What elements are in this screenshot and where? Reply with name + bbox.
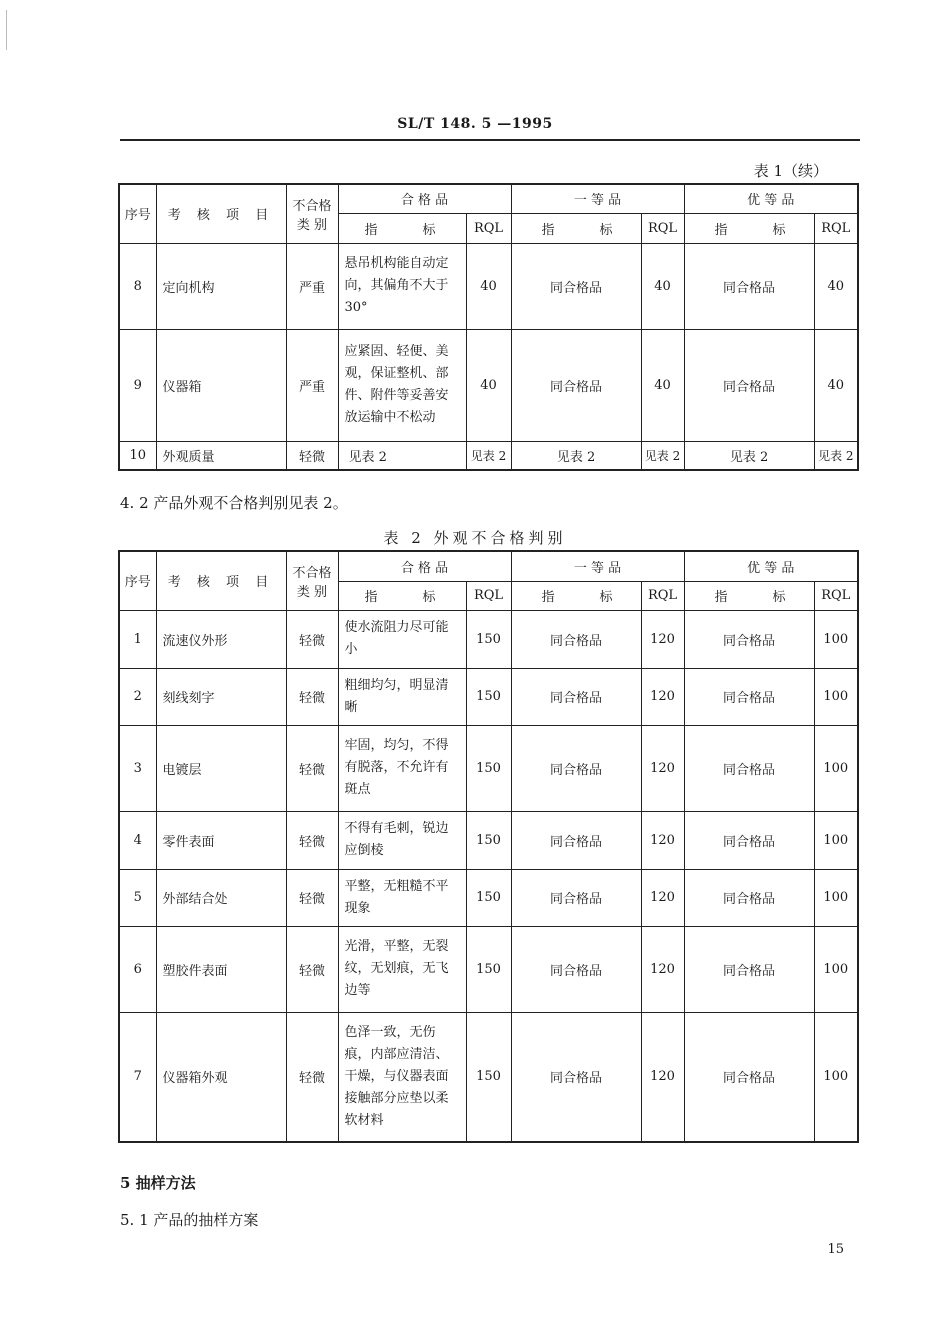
row-seq: 9 (119, 329, 156, 441)
row-first-index: 同合格品 (511, 725, 641, 811)
row-first-rql: 40 (641, 329, 684, 441)
row-superior-index: 同合格品 (684, 811, 814, 869)
table1-header-indicator-first (511, 213, 641, 243)
row-superior-rql: 100 (814, 725, 858, 811)
table1-header-category-line2: 类 别 (296, 217, 328, 233)
row-category: 轻微 (286, 441, 338, 470)
row-qualified-rql: 150 (466, 811, 511, 869)
indicator-char-1: 指 (541, 222, 555, 238)
row-qualified-index: 悬吊机构能自动定向，其偏角不大于 30° (338, 243, 466, 329)
row-first-index: 见表 2 (511, 441, 641, 470)
row-seq: 5 (119, 869, 156, 926)
table2-caption: 表 2 外观不合格判别 (383, 529, 567, 547)
row-superior-index: 同合格品 (684, 610, 814, 668)
table2-header-row-1 (119, 551, 858, 581)
row-qualified-rql: 150 (466, 610, 511, 668)
row-item: 外部结合处 (156, 869, 286, 926)
row-qualified-index: 平整，无粗糙不平现象 (338, 869, 466, 926)
table1-header-seq: 序号 (119, 184, 156, 243)
table2-header-rql-qualified: RQL (466, 581, 511, 610)
row-category: 轻微 (286, 926, 338, 1012)
row-qualified-index: 牢固，均匀，不得有脱落，不允许有斑点 (338, 725, 466, 811)
row-first-index: 同合格品 (511, 668, 641, 725)
table1-header-item: 考 核 项 目 (156, 184, 286, 243)
table-row (119, 441, 858, 470)
indicator-char-1: 指 (714, 590, 728, 605)
row-item: 定向机构 (156, 243, 286, 329)
row-item: 外观质量 (156, 441, 286, 470)
indicator-char-2: 标 (599, 222, 613, 238)
table-row (119, 811, 858, 869)
table1-header-category-line1: 不合格 (292, 198, 332, 214)
row-qualified-rql: 40 (466, 329, 511, 441)
row-superior-index: 同合格品 (684, 1012, 814, 1142)
row-first-rql: 120 (641, 610, 684, 668)
section-5-heading: 5 抽样方法 (120, 1174, 196, 1192)
row-first-index: 同合格品 (511, 869, 641, 926)
row-item: 仪器箱外观 (156, 1012, 286, 1142)
table2-header-rql-superior: RQL (814, 581, 858, 610)
row-qualified-index: 应紧固、轻便、美观，保证整机、部件、附件等妥善安放运输中不松动 (338, 329, 466, 441)
row-superior-rql: 见表 2 (814, 441, 858, 470)
scan-margin-mark (6, 10, 7, 50)
table2-header-first-class: 一 等 品 (511, 551, 684, 581)
indicator-char-1: 指 (364, 222, 378, 238)
row-qualified-rql: 150 (466, 725, 511, 811)
indicator-char-2: 标 (422, 590, 436, 605)
row-category: 轻微 (286, 869, 338, 926)
row-qualified-rql: 40 (466, 243, 511, 329)
table2-header-superior: 优 等 品 (684, 551, 858, 581)
clause-4-2: 4. 2 产品外观不合格判别见表 2。 (120, 494, 348, 512)
table1-header-first-class: 一 等 品 (511, 184, 684, 213)
indicator-char-1: 指 (714, 222, 728, 238)
row-item: 仪器箱 (156, 329, 286, 441)
indicator-char-1: 指 (364, 590, 378, 605)
row-superior-rql: 100 (814, 926, 858, 1012)
row-qualified-rql: 150 (466, 869, 511, 926)
row-first-rql: 120 (641, 1012, 684, 1142)
row-first-rql: 见表 2 (641, 441, 684, 470)
row-first-rql: 120 (641, 926, 684, 1012)
row-qualified-index: 光滑，平整，无裂纹，无划痕，无飞边等 (338, 926, 466, 1012)
row-qualified-rql: 150 (466, 1012, 511, 1142)
row-superior-rql: 100 (814, 610, 858, 668)
table1 (118, 183, 859, 471)
row-qualified-rql: 150 (466, 668, 511, 725)
table2-header-rql-first: RQL (641, 581, 684, 610)
row-superior-rql: 40 (814, 329, 858, 441)
row-item: 零件表面 (156, 811, 286, 869)
table2-header-qualified: 合 格 品 (338, 551, 511, 581)
row-first-index: 同合格品 (511, 329, 641, 441)
row-first-rql: 40 (641, 243, 684, 329)
page-number: 15 (827, 1242, 844, 1257)
row-qualified-index: 使水流阻力尽可能小 (338, 610, 466, 668)
table1-header-indicator-qualified (338, 213, 466, 243)
indicator-char-2: 标 (772, 222, 786, 238)
table-row (119, 610, 858, 668)
row-category: 轻微 (286, 811, 338, 869)
row-superior-index: 同合格品 (684, 725, 814, 811)
table2-header-category-line1: 不合格 (292, 565, 332, 581)
table1-header-rql-first: RQL (641, 213, 684, 243)
table1-header-rql-qualified: RQL (466, 213, 511, 243)
standard-number-header: SL/T 148. 5 —1995 (397, 116, 553, 132)
row-seq: 8 (119, 243, 156, 329)
table1-header-indicator-superior (684, 213, 814, 243)
table2-header-seq: 序号 (119, 551, 156, 610)
table1-header-category (286, 184, 338, 243)
table1-header-superior: 优 等 品 (684, 184, 858, 213)
row-superior-index: 同合格品 (684, 329, 814, 441)
row-item: 流速仪外形 (156, 610, 286, 668)
row-category: 严重 (286, 329, 338, 441)
row-first-rql: 120 (641, 668, 684, 725)
table-row (119, 668, 858, 725)
row-item: 刻线刻字 (156, 668, 286, 725)
row-item: 电镀层 (156, 725, 286, 811)
table2-header-item: 考 核 项 目 (156, 551, 286, 610)
table2-header-category-line2: 类 别 (296, 584, 328, 600)
table-row (119, 926, 858, 1012)
row-superior-index: 同合格品 (684, 668, 814, 725)
row-qualified-index: 见表 2 (338, 441, 466, 470)
table1-header-qualified: 合 格 品 (338, 184, 511, 213)
row-category: 轻微 (286, 610, 338, 668)
row-superior-index: 同合格品 (684, 926, 814, 1012)
row-seq: 4 (119, 811, 156, 869)
table2-header-category (286, 551, 338, 610)
row-superior-index: 同合格品 (684, 243, 814, 329)
row-item: 塑胶件表面 (156, 926, 286, 1012)
row-superior-rql: 100 (814, 668, 858, 725)
row-category: 严重 (286, 243, 338, 329)
table1-caption: 表 1（续） (753, 162, 828, 180)
row-seq: 3 (119, 725, 156, 811)
row-first-rql: 120 (641, 869, 684, 926)
table2 (118, 550, 859, 1143)
row-qualified-rql: 见表 2 (466, 441, 511, 470)
row-superior-index: 同合格品 (684, 869, 814, 926)
indicator-char-2: 标 (772, 590, 786, 605)
indicator-char-1: 指 (541, 590, 555, 605)
table-row (119, 869, 858, 926)
row-superior-rql: 100 (814, 811, 858, 869)
row-first-rql: 120 (641, 811, 684, 869)
row-first-index: 同合格品 (511, 811, 641, 869)
table2-header-indicator-qualified (338, 581, 466, 610)
row-first-index: 同合格品 (511, 243, 641, 329)
row-seq: 6 (119, 926, 156, 1012)
table1-header-rql-superior: RQL (814, 213, 858, 243)
table2-header-indicator-superior (684, 581, 814, 610)
table-row (119, 725, 858, 811)
table2-header-indicator-first (511, 581, 641, 610)
row-first-index: 同合格品 (511, 926, 641, 1012)
row-seq: 1 (119, 610, 156, 668)
indicator-char-2: 标 (599, 590, 613, 605)
row-qualified-index: 不得有毛刺，锐边应倒棱 (338, 811, 466, 869)
header-rule (120, 139, 860, 141)
row-qualified-index: 粗细均匀，明显清晰 (338, 668, 466, 725)
row-seq: 10 (119, 441, 156, 470)
row-seq: 7 (119, 1012, 156, 1142)
row-seq: 2 (119, 668, 156, 725)
row-category: 轻微 (286, 1012, 338, 1142)
table-row (119, 1012, 858, 1142)
row-first-rql: 120 (641, 725, 684, 811)
row-superior-rql: 40 (814, 243, 858, 329)
row-qualified-rql: 150 (466, 926, 511, 1012)
row-superior-index: 见表 2 (684, 441, 814, 470)
row-first-index: 同合格品 (511, 1012, 641, 1142)
row-category: 轻微 (286, 668, 338, 725)
row-first-index: 同合格品 (511, 610, 641, 668)
table-row (119, 243, 858, 329)
row-superior-rql: 100 (814, 869, 858, 926)
table-row (119, 329, 858, 441)
row-qualified-index: 色泽一致，无伤痕，内部应清洁、干燥，与仪器表面接触部分应垫以柔软材料 (338, 1012, 466, 1142)
indicator-char-2: 标 (422, 222, 436, 238)
row-category: 轻微 (286, 725, 338, 811)
clause-5-1: 5. 1 产品的抽样方案 (120, 1211, 259, 1229)
row-superior-rql: 100 (814, 1012, 858, 1142)
table1-header-row-1 (119, 184, 858, 213)
